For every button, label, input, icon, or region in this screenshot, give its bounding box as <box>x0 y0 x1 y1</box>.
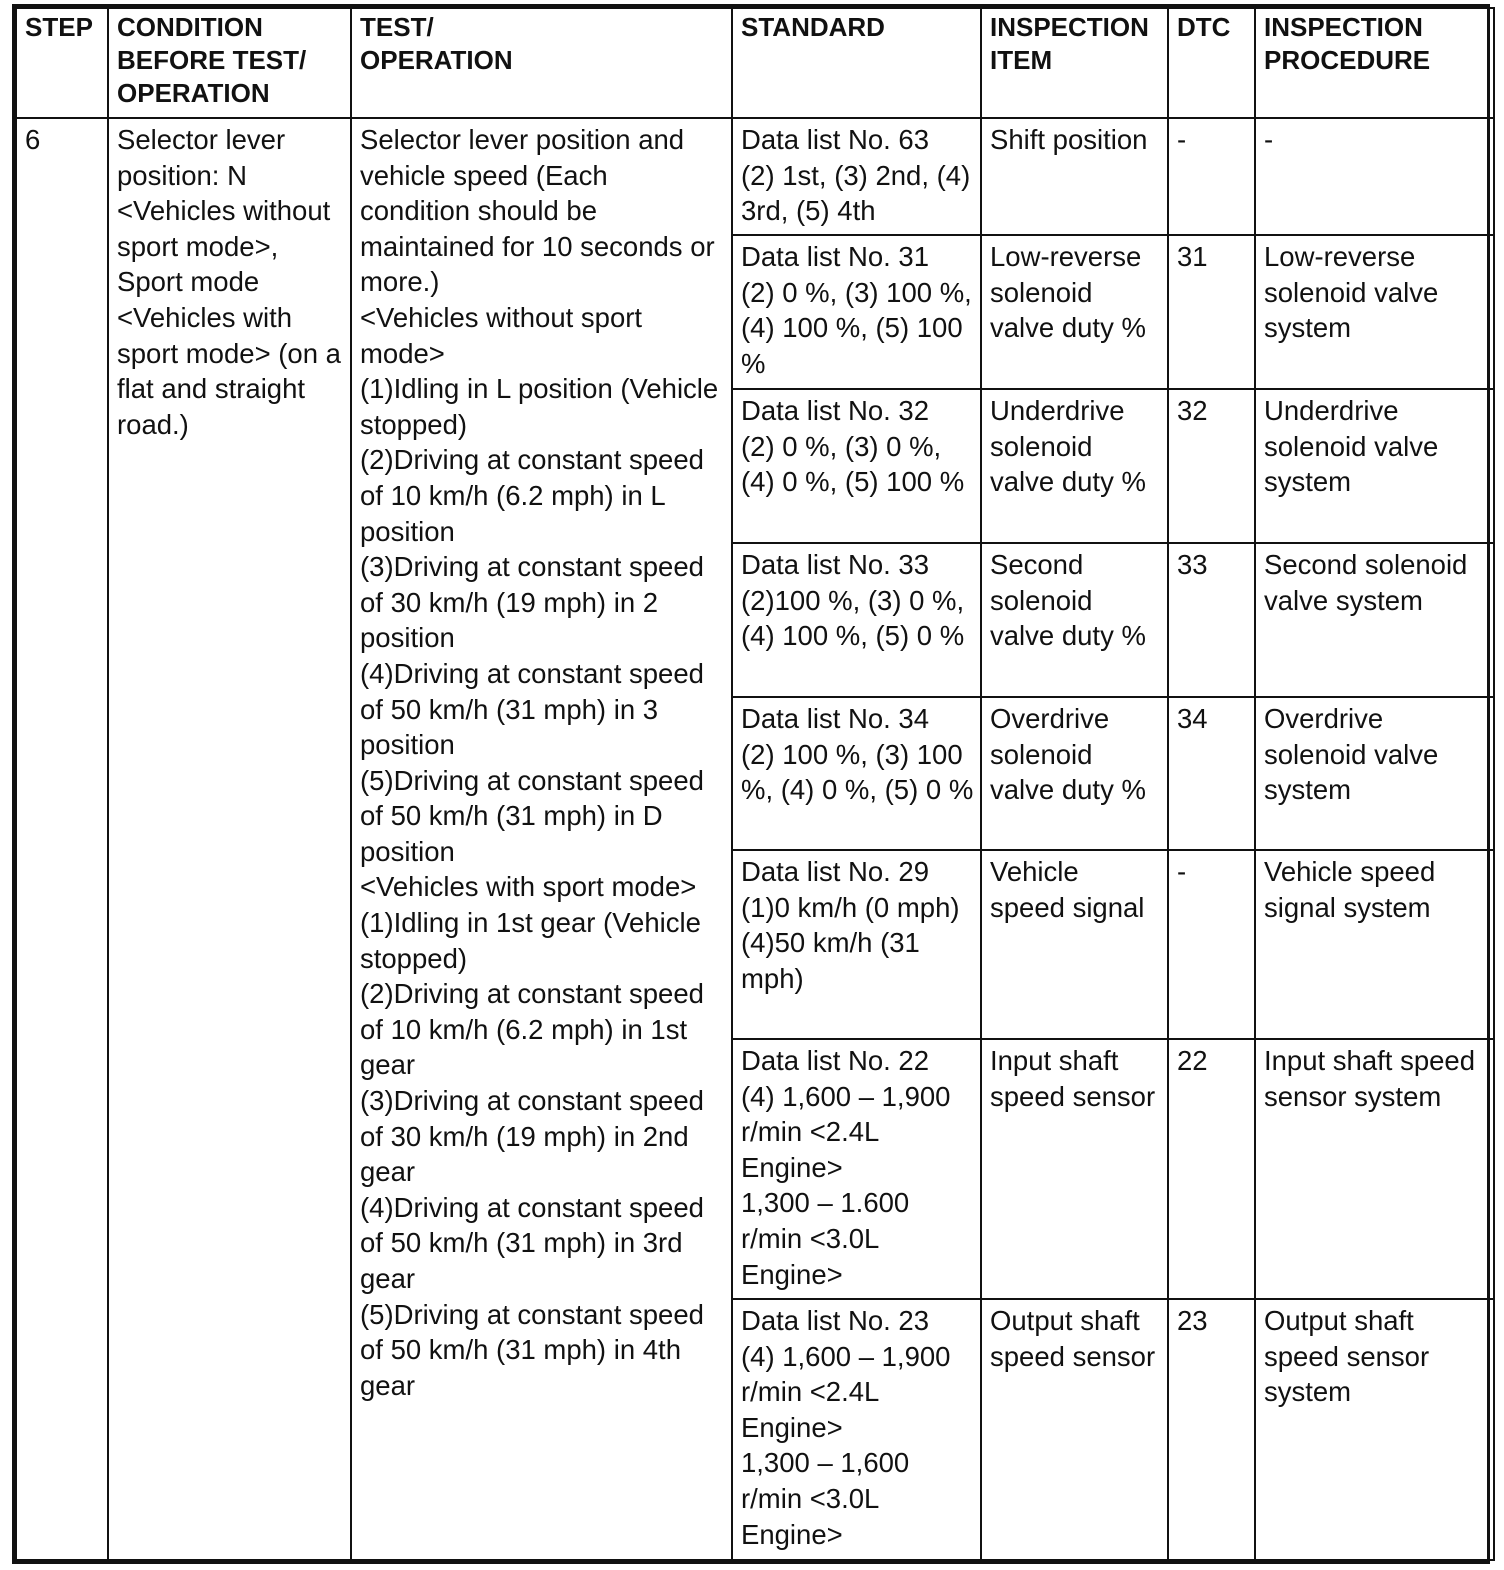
table-row <box>16 118 1494 235</box>
inspection-item-cell: Shift position <box>981 118 1168 235</box>
header-condition: CONDITION BEFORE TEST/ OPERATION <box>108 8 351 118</box>
dtc-cell: 31 <box>1168 235 1255 389</box>
inspection-procedure-cell: Low-reverse solenoid valve system <box>1255 235 1494 389</box>
inspection-item-cell: Underdrive solenoid valve duty % <box>981 389 1168 543</box>
standard-cell: Data list No. 34 (2) 100 %, (3) 100 %, (4) 0 %, (5) 0 % <box>732 697 981 850</box>
condition-cell: Selector lever position: N <Vehicles without sport mode>, Sport mode <Vehicles with sport mode> (on a flat and straight road.) <box>108 118 351 1560</box>
inspection-procedure-cell: Overdrive solenoid valve system <box>1255 697 1494 850</box>
standard-cell: Data list No. 33 (2)100 %, (3) 0 %, (4) 100 %, (5) 0 % <box>732 543 981 697</box>
inspection-table <box>15 7 1495 1561</box>
inspection-procedure-cell: Second solenoid valve system <box>1255 543 1494 697</box>
inspection-item-cell: Overdrive solenoid valve duty % <box>981 697 1168 850</box>
dtc-cell: 32 <box>1168 389 1255 543</box>
inspection-item-cell: Vehicle speed signal <box>981 850 1168 1039</box>
inspection-table-page <box>12 4 1490 1564</box>
inspection-procedure-cell: - <box>1255 118 1494 235</box>
standard-cell: Data list No. 29 (1)0 km/h (0 mph) (4)50 km/h (31 mph) <box>732 850 981 1039</box>
standard-cell: Data list No. 31 (2) 0 %, (3) 100 %, (4) 100 %, (5) 100 % <box>732 235 981 389</box>
step-number: 6 <box>16 118 108 1560</box>
dtc-cell: 23 <box>1168 1299 1255 1560</box>
header-dtc: DTC <box>1168 8 1255 118</box>
dtc-cell: - <box>1168 118 1255 235</box>
standard-cell: Data list No. 22 (4) 1,600 – 1,900 r/min <2.4L Engine> 1,300 – 1.600 r/min <3.0L Engine> <box>732 1039 981 1299</box>
inspection-item-cell: Low-reverse solenoid valve duty % <box>981 235 1168 389</box>
test-operation-cell: Selector lever position and vehicle speed (Each condition should be maintained for 10 seconds or more.) <Vehicles without sport mode> (1)Idling in L position (Vehicle stopped) (2)Driving at constant speed of 10 km/h (6.2 mph) in L position (3)Driving at constant speed of 30 km/h (19 mph) in 2 position (4)Driving at constant speed of 50 km/h (31 mph) in 3 position (5)Driving at constant speed of 50 km/h (31 mph) in D position <Vehicles with sport mode> (1)Idling in 1st gear (Vehicle stopped) (2)Driving at constant speed of 10 km/h (6.2 mph) in 1st gear (3)Driving at constant speed of 30 km/h (19 mph) in 2nd gear (4)Driving at constant speed of 50 km/h (31 mph) in 3rd gear (5)Driving at constant speed of 50 km/h (31 mph) in 4th gear <box>351 118 732 1560</box>
inspection-procedure-cell: Vehicle speed signal system <box>1255 850 1494 1039</box>
inspection-procedure-cell: Output shaft speed sensor system <box>1255 1299 1494 1560</box>
inspection-item-cell: Second solenoid valve duty % <box>981 543 1168 697</box>
dtc-cell: 22 <box>1168 1039 1255 1299</box>
header-test-operation: TEST/ OPERATION <box>351 8 732 118</box>
header-inspection-item: INSPECTION ITEM <box>981 8 1168 118</box>
standard-cell: Data list No. 63 (2) 1st, (3) 2nd, (4) 3rd, (5) 4th <box>732 118 981 235</box>
header-step: STEP <box>16 8 108 118</box>
inspection-procedure-cell: Input shaft speed sensor system <box>1255 1039 1494 1299</box>
header-inspection-procedure: INSPECTION PROCEDURE <box>1255 8 1494 118</box>
header-row <box>16 8 1494 118</box>
dtc-cell: 33 <box>1168 543 1255 697</box>
standard-cell: Data list No. 23 (4) 1,600 – 1,900 r/min <2.4L Engine> 1,300 – 1,600 r/min <3.0L Engine> <box>732 1299 981 1560</box>
header-standard: STANDARD <box>732 8 981 118</box>
inspection-item-cell: Output shaft speed sensor <box>981 1299 1168 1560</box>
dtc-cell: 34 <box>1168 697 1255 850</box>
inspection-procedure-cell: Underdrive solenoid valve system <box>1255 389 1494 543</box>
standard-cell: Data list No. 32 (2) 0 %, (3) 0 %, (4) 0 %, (5) 100 % <box>732 389 981 543</box>
dtc-cell: - <box>1168 850 1255 1039</box>
inspection-item-cell: Input shaft speed sensor <box>981 1039 1168 1299</box>
